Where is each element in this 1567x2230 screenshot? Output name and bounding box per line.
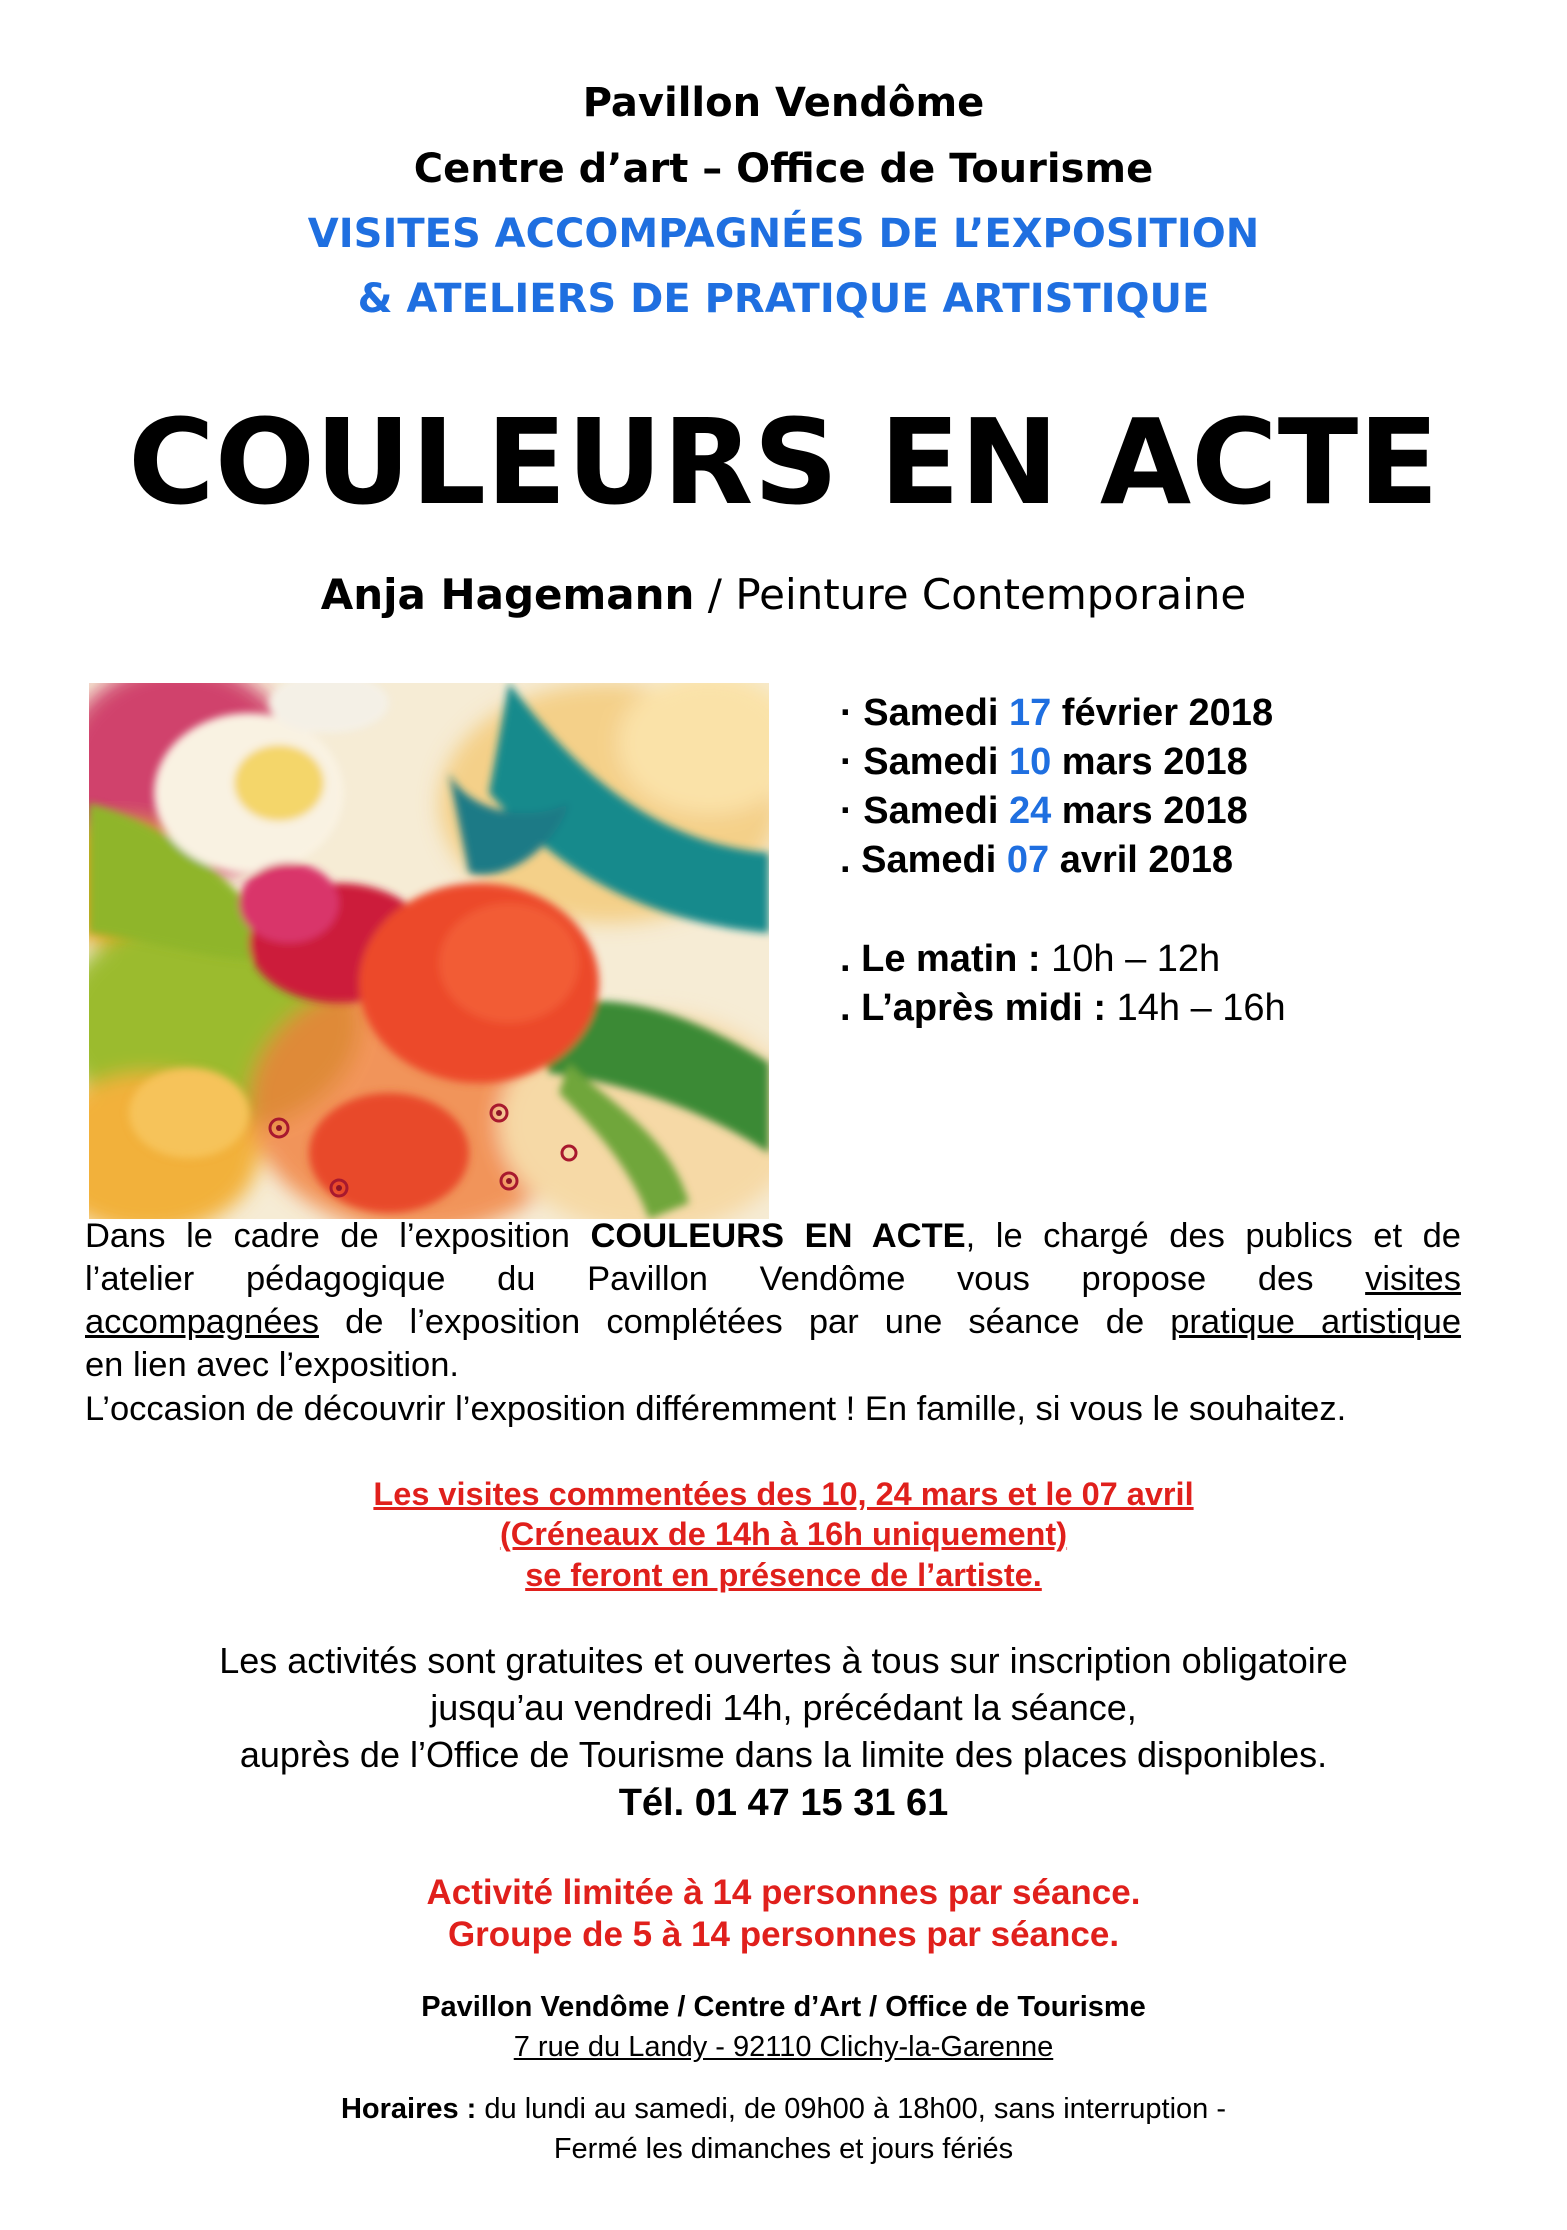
date-month-year: mars 2018 bbox=[1051, 790, 1248, 832]
date-number: 10 bbox=[1008, 741, 1052, 783]
intro-text: de l’exposition complétées par une séance de bbox=[319, 1303, 1171, 1341]
date-item bbox=[840, 790, 1248, 833]
registration-line: auprès de l’Office de Tourisme dans la limite des places disponibles. bbox=[239, 1734, 1328, 1775]
date-day: Samedi bbox=[863, 741, 1009, 783]
intro-text: Dans le cadre de l’exposition bbox=[85, 1217, 591, 1255]
date-bullet: · bbox=[840, 741, 864, 783]
accompagnees-emphasis: accompagnées bbox=[85, 1303, 319, 1341]
intro-line-3 bbox=[85, 1301, 1461, 1344]
intro-line-5: L’occasion de découvrir l’exposition différemment ! En famille, si vous le souhaitez. bbox=[85, 1390, 1347, 1428]
artist-notice-line: Les visites commentées des 10, 24 mars et le 07 avril bbox=[373, 1476, 1194, 1512]
date-month-year: février 2018 bbox=[1051, 692, 1274, 734]
footer-hours bbox=[0, 2093, 1567, 2126]
exhibition-title: COULEURS EN ACTE bbox=[128, 393, 1439, 531]
event-type-line1: VISITES ACCOMPAGNÉES DE L’EXPOSITION bbox=[307, 211, 1260, 257]
date-item bbox=[840, 692, 1273, 735]
date-number: 24 bbox=[1008, 790, 1052, 832]
footer-closed: Fermé les dimanches et jours fériés bbox=[553, 2133, 1014, 2165]
date-bullet: . bbox=[840, 839, 862, 881]
time-label: . Le matin : bbox=[840, 938, 1052, 980]
artist-separator: / bbox=[694, 570, 736, 619]
group-size: Groupe de 5 à 14 personnes par séance. bbox=[447, 1915, 1120, 1954]
phone-number: Tél. 01 47 15 31 61 bbox=[618, 1782, 949, 1824]
date-bullet: · bbox=[840, 790, 864, 832]
venue-name: Pavillon Vendôme bbox=[582, 80, 985, 126]
intro-text: , le chargé des publics et de bbox=[965, 1217, 1461, 1255]
footer-address: 7 rue du Landy - 92110 Clichy-la-Garenne bbox=[513, 2031, 1054, 2063]
date-number: 07 bbox=[1006, 839, 1050, 881]
time-slot-morning bbox=[840, 938, 1220, 981]
event-type-line2: & ATELIERS DE PRATIQUE ARTISTIQUE bbox=[357, 276, 1210, 322]
artist-discipline: Peinture Contemporaine bbox=[735, 570, 1247, 619]
registration-line: jusqu’au vendredi 14h, précédant la séance, bbox=[430, 1687, 1137, 1728]
artist-line bbox=[0, 570, 1567, 619]
date-month-year: avril 2018 bbox=[1049, 839, 1233, 881]
date-month-year: mars 2018 bbox=[1051, 741, 1248, 783]
intro-line-1 bbox=[85, 1215, 1461, 1258]
artist-name: Anja Hagemann bbox=[320, 570, 695, 619]
date-item bbox=[840, 741, 1248, 784]
footer-org: Pavillon Vendôme / Centre d’Art / Office de Tourisme bbox=[421, 1991, 1146, 2023]
time-value: 10h – 12h bbox=[1051, 938, 1221, 980]
intro-line-4: en lien avec l’exposition. bbox=[85, 1346, 459, 1384]
intro-text: l’atelier pédagogique du Pavillon Vendôme vous propose des bbox=[85, 1260, 1366, 1298]
artist-notice-line: (Créneaux de 14h à 16h uniquement) bbox=[499, 1516, 1068, 1552]
intro-line-2 bbox=[85, 1258, 1461, 1301]
intro-title-ref: COULEURS EN ACTE bbox=[590, 1217, 966, 1255]
venue-subtitle: Centre d’art – Office de Tourisme bbox=[413, 146, 1154, 192]
pratique-artistique-emphasis: pratique artistique bbox=[1170, 1303, 1462, 1341]
time-label: . L’après midi : bbox=[840, 987, 1117, 1029]
registration-line: Les activités sont gratuites et ouvertes à tous sur inscription obligatoire bbox=[219, 1640, 1348, 1681]
date-day: Samedi bbox=[863, 790, 1009, 832]
date-day: Samedi bbox=[861, 839, 1007, 881]
date-item bbox=[840, 839, 1233, 882]
abstract-painting-image bbox=[89, 683, 769, 1219]
hours-label: Horaires : bbox=[340, 2093, 477, 2125]
visites-emphasis: visites bbox=[1365, 1260, 1461, 1298]
capacity-limit: Activité limitée à 14 personnes par séance. bbox=[426, 1873, 1141, 1912]
time-value: 14h – 16h bbox=[1116, 987, 1286, 1029]
hours-text: du lundi au samedi, de 09h00 à 18h00, sans interruption - bbox=[476, 2093, 1227, 2125]
time-slot-afternoon bbox=[840, 987, 1286, 1030]
artist-notice-line: se feront en présence de l’artiste. bbox=[525, 1557, 1042, 1593]
date-number: 17 bbox=[1008, 692, 1052, 734]
date-day: Samedi bbox=[863, 692, 1009, 734]
date-bullet: · bbox=[840, 692, 864, 734]
